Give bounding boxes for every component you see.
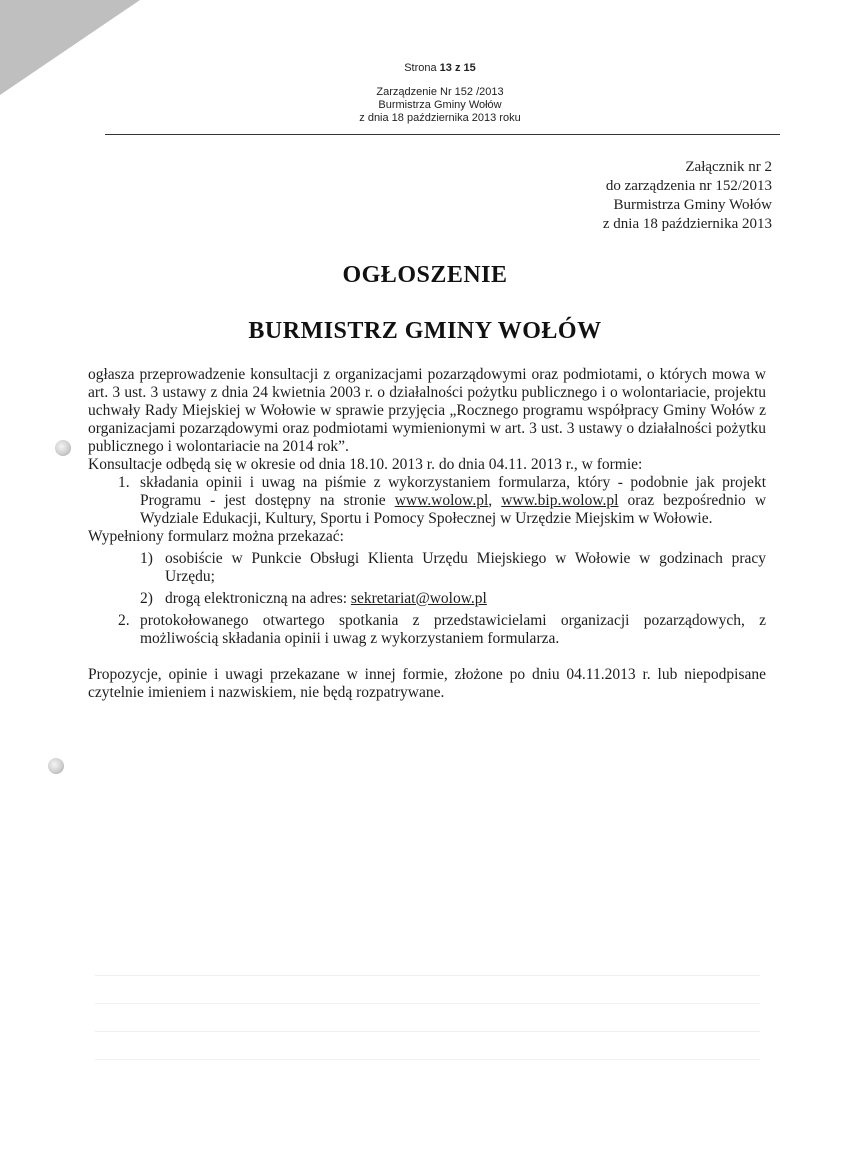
link-wolow[interactable]: www.wolow.pl (394, 492, 489, 509)
punch-hole-top (55, 440, 71, 456)
page-header (100, 62, 780, 125)
sub-item-2: 2) drogą elektroniczną na adres: sekretariat@wolow.pl (140, 590, 487, 607)
page-title: OGŁOSZENIE (342, 262, 508, 288)
bleed-rule-2 (95, 1003, 760, 1004)
closing-paragraph: Propozycje, opinie i uwagi przekazane w innej formie, złożone po dniu 04.11.2013 r. lub niepodpisane czytelnie imieniem i nazwiskiem, nie będą rozpatrywane. (88, 666, 766, 701)
punch-hole-bottom (48, 758, 64, 774)
announcement-body (88, 366, 766, 702)
header-rule (105, 134, 780, 135)
consultation-intro: Konsultacje odbędą się w okresie od dnia 18.10. 2013 r. do dnia 04.11. 2013 r., w formie: (88, 456, 643, 473)
bleed-rule-4 (95, 1059, 760, 1060)
link-bip-wolow[interactable]: www.bip.wolow.pl (501, 492, 619, 509)
bleed-rule-1 (95, 975, 760, 976)
page-number: Strona 13 z 15 (404, 62, 476, 74)
form-intro: Wypełniony formularz można przekazać: (88, 528, 344, 545)
page-subtitle: BURMISTRZ GMINY WOŁÓW (248, 318, 602, 344)
email-link[interactable]: sekretariat@wolow.pl (350, 590, 487, 607)
header-line3: z dnia 18 października 2013 roku (359, 112, 521, 124)
intro-paragraph: ogłasza przeprowadzenie konsultacji z organizacjami pozarządowymi oraz podmiotami, o których mowa w art. 3 ust. 3 ustawy z dnia 24 kwietnia 2003 r. o działalności pożytku publicznego i o wolontariacie, projektu uchwały Rady Miejskiej w Wołowie w sprawie przyjęcia „Rocznego programu współpracy Gminy Wołów z organizacjami pozarządowymi oraz podmiotami wymienionymi w art. 3 ust. 3 ustawy o działalności pożytku publicznego i wolontariacie na 2014 rok”. (88, 366, 766, 455)
header-line1: Zarządzenie Nr 152 /2013 (376, 86, 504, 98)
attachment-note: Załącznik nr 2 do zarządzenia nr 152/2013 Burmistrza Gminy Wołów z dnia 18 października 2013 (602, 159, 772, 232)
header-line2: Burmistrza Gminy Wołów (378, 99, 502, 111)
sub-item-1: 1) osobiście w Punkcie Obsługi Klienta Urzędu Miejskiego w Wołowie w godzinach pracy Urzędu; (140, 550, 766, 585)
bleed-rule-3 (95, 1031, 760, 1032)
list-item-2: 2. protokołowanego otwartego spotkania z przedstawicielami organizacji pozarządowych, z możliwością składania opinii i uwag z wykorzystaniem formularza. (118, 612, 766, 647)
list-item-1: 1. składania opinii i uwag na piśmie z wykorzystaniem formularza, który - podobnie jak projekt Programu - jest dostępny na stronie www.wolow.pl, www.bip.wolow.pl oraz bezpośrednio w Wydziale Edukacji, Kultury, Sportu i Pomocy Społecznej w Urzędzie Miejskim w Wołowie. (118, 474, 767, 527)
